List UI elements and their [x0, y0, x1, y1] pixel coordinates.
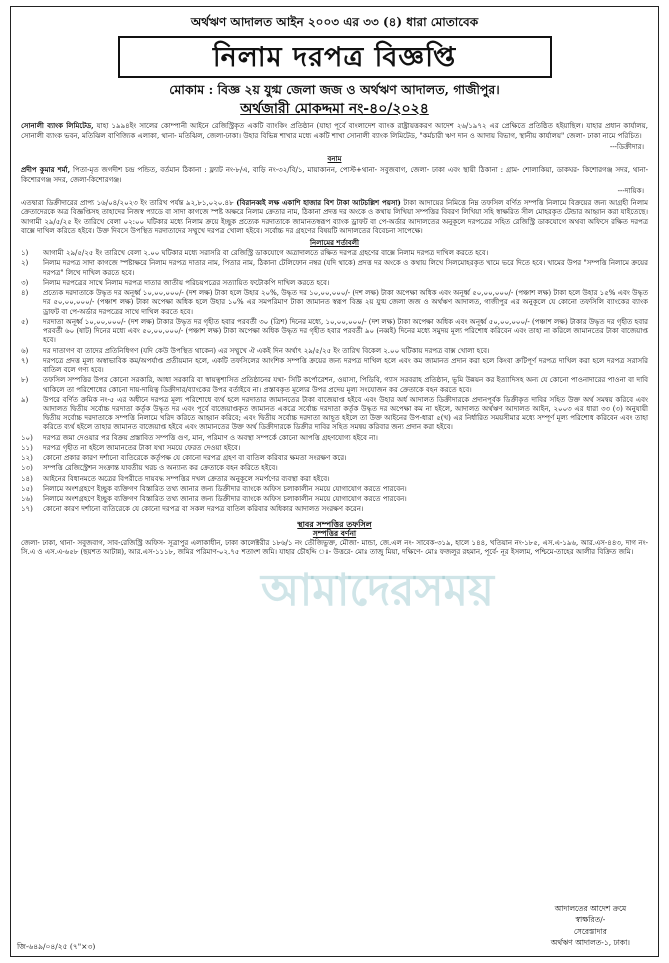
term-number: ১২)	[21, 454, 33, 463]
page-title: নিলাম দরপত্র বিজ্ঞপ্তি	[118, 36, 552, 79]
term-text: দরপত্র জমা দেওয়ার পর বিক্রয় প্রস্তাবিত সম্পত্তি গুণ, মান, পরিমাণ ও অবস্থা সম্পর্কে কোনো আপত্তি গ্রহণযোগ্য হইবে না।	[43, 433, 378, 442]
term-item	[21, 505, 648, 514]
term-item	[21, 318, 648, 346]
term-text: দরদাতা অনূর্ধ্ব ১০,০০,০০০/- (দশ লক্ষ) টাকার উদ্ধৃত দর গৃহীত হবার পরবর্তী ৩০ (ত্রিশ) দিনের মধ্যে, ১০,০০,০০০/- (দশ লক্ষ) টাকা অপেক্ষা অধিক এবং অনূর্ধ্ব ৫০,০০,০০০/- (পঞ্চাশ লক্ষ) টাকার উদ্ধৃত দর গৃহীত হবার পরবর্তী ৬০ (ষাট) দিনের মধ্যে এবং ৫০,০০,০০০/- (পঞ্চাশ লক্ষ) টাকা অপেক্ষা অধিক উদ্ধৃত দর গৃহীত হবার পরবর্তী ৯০ (নব্বই) দিনের মধ্যে সমুদয় মূল্য পরিশোধ করিবেন এবং তাহা না করিলে জামানতের টাকা বাজেয়াপ্ত হবে।	[43, 317, 648, 345]
term-text: কোনো প্রকার কারণ দর্শানো ব্যতিরেকে কর্তৃপক্ষ যে কোনো দরপত্র গ্রহণ বা বাতিল করিবার ক্ষমতা সংরক্ষণ করে।	[43, 454, 347, 463]
order-line-2: স্বাক্ষরিত/-	[575, 915, 606, 925]
term-item	[21, 464, 648, 473]
term-text: তফসিল সম্পত্তির উপর কোনো সরকারি, আধা সরকারি বা স্বায়ত্বশাসিত প্রতিষ্ঠানের যথা- সিটি কর্পোরেশন, ওয়াসা, পিডিবি, গ্যাস সরবরাহ প্রতিষ্ঠান, ভূমি উন্নয়ন কর ইত্যাদিসহ অন্য যে কোনো পাওনাদারের পাওনা বা দাবি থাকিলে তা পরিশোধের কোনো দায়-দায়িত্ব ডিক্রীদার/ব্যাংকের উপর বর্তাইবে না। প্রস্তাবকৃত মূল্যের উপর প্রদেয় মূল্য সংযোজন কর ক্রেতাকে বহন করতে হবে।	[43, 376, 648, 394]
reference-number: জি-৬৪৯/০৪/২৫ (৭"×৩)	[17, 942, 96, 952]
term-text: নিলামে অংশগ্রহণে ইচ্ছুক ব্যক্তিগণ বিস্তারিত তথ্য জানার জন্য ডিক্রীদার ব্যাংকে অফিস চলাকালীন সময়ে যোগাযোগ করতে পারবেন।	[43, 484, 407, 493]
order-line-4: অর্থঋণ আদালত-১, ঢাকা।	[550, 937, 630, 947]
defendant-paragraph	[21, 165, 648, 184]
term-number: ৫)	[21, 317, 29, 326]
term-text: প্রত্যেক দরদাতাকে উদ্ধৃত দর অনূর্ধ্ব ১০,০০,০০০/- (দশ লক্ষ) টাকা হলে উহার ২০%, উদ্ধৃত দর ১০,০০,০০০/- (দশ লক্ষ) টাকা অপেক্ষা অধিক এবং অনূর্ধ্ব ৫০,০০,০০০/- (পঞ্চাশ লক্ষ) টাকা হলে উহার ১৫% এবং উদ্ধৃত দর ৫০,০০,০০০/- (পঞ্চাশ লক্ষ) টাকা অপেক্ষা অধিক হলে উহার ১০% এর সমপরিমাণ টাকা জামানত স্বরূপ বিজ্ঞ ২য় যুগ্ম জেলা জজ ও অর্থঋণ আদালত, গাজীপুর এর অনুকূলে যে কোনো তফসিলি ব্যাংকের ব্যাংক ড্রাফট বা পে-অর্ডার দরপত্রের সাথে দাখিল করতে হবে।	[43, 289, 648, 316]
term-item	[21, 485, 648, 494]
term-item	[21, 434, 648, 443]
terms-heading: নিলামের শর্তাবলী	[310, 238, 359, 247]
newspaper-watermark: আমাদেরসময়	[261, 565, 494, 616]
term-number: ১১)	[21, 443, 33, 452]
notice-amount-words: (বিরানব্বই লক্ষ একাশি হাজার বিশ টাকা আটচল্লিশ পয়সা)	[236, 198, 401, 208]
term-text: উপরে বর্ণিত ক্রমিক নং-৫ এর অধীনে দরপত্র মূল্য পরিশোধে ব্যর্থ হলে দরদাতার জামানতের টাকা বাজেয়াপ্ত হইবে এবং উহার অর্ধ আদালত ডিক্রীদারকে প্রদানপূর্বক ডিক্রীকৃত দাবির সহিত উক্ত অর্থ সমন্বয় করিবে এবং আদালত দ্বিতীয় সর্বোচ্চ দরদাতা কর্তৃক উদ্ধৃত দর এবং পূর্বে বাজেয়াপ্তকৃত জামানত একত্রে সর্বোচ্চ দরদাতা কর্তৃক উদ্ধৃত দর অপেক্ষা কম না হইলে, আদালত অর্থঋণ আদালত আইন, ২০০৩ এর ধারা ৩৩ (৩) অনুযায়ী দ্বিতীয় সর্বোচ্চ দরদাতাকে সম্পত্তি নিলামে খরিদ করিতে আহ্বান করিবে; এবং দ্বিতীয় সর্বোচ্চ দরদাতা আহূত হইলে তা উক্ত আইনের উপ-ধারা ৫(খ) এর নির্ধারিত সময়সীমার মধ্যে সম্পূর্ণ মূল্য পরিশোধ করিবেন এবং তাহা করিতে ব্যর্থ হইলে তাহার জামানত বাজেয়াপ্ত হইবে এবং জামানতের উক্ত অর্থ ডিক্রীদারকে ডিক্রীর দাবির সহিত সমন্বয় করিবার জন্য প্রদান করা হইবে।	[43, 395, 648, 432]
term-number: ১৫)	[21, 484, 33, 493]
defendant-role: ---দায়িক।	[617, 186, 644, 195]
notice-pre: এতদ্বারা ডিক্রীদারের প্রাপ্য ১৬/০৪/২০২৩ ইং তারিখ পর্যন্ত ৯২,৮১,০২০.৪৮	[21, 199, 234, 208]
versus-label: বনাম	[327, 154, 342, 164]
term-text: নিলামে অংশগ্রহণে ইচ্ছুক ব্যক্তিগণ বিস্তারিত তথ্য জানার জন্য ডিক্রীদার ব্যাংকে অফিস চলাকালীন সময়ে যোগাযোগ করতে পারবেন।	[43, 495, 407, 504]
defendant-name: প্রদীপ কুমার শর্মা,	[21, 165, 71, 175]
term-text: কোনো কারণ দর্শানো ব্যতিরেকে যে কোনো দরপত্র বা সকল দরপত্র বাতিল করিবার অধিকার আদালত সংরক্ষণ করেন।	[43, 505, 364, 514]
schedule-subheading: সম্পত্তির বর্ণনা	[312, 529, 357, 539]
term-text: দর দাতাগণ বা তাদের প্রতিনিধিগণ (যদি কেউ উপস্থিত থাকেন) এর সম্মুখে ঐ একই দিন অর্থাৎ ২৯/৫/২৫ ইং তারিখ বিকেল ২.০০ ঘটিকায় দরপত্র বাক্স খোলা হবে।	[43, 346, 490, 355]
term-number: ৪)	[21, 289, 29, 298]
term-number: ৯)	[21, 395, 29, 404]
schedule-text: জেলা- ঢাকা, থানা- সবুজবাগ, সাব-রেজিস্ট্রি অফিস- সূত্রাপুর এলাকাধীন, ঢাকা কালেক্টরীর ১৮৬/১ নং তৌজিভুক্ত, মৌজা- মান্ডা, জে.এল নং- সাবেক-৩১৯, হালে ১৪৪, খতিয়ান নং-১৮৫, এস.এ-১৯৬, আর.এস-৪৪৩, দাগ নং-সি.এ ও এস.এ-৬৫৮ (ছয়শত আটান্ন), আর.এস-১১১৮, জমির পরিমাণ-০২.৭৫ শতাংশ জমি। যাহার চৌহদ্দি ঃ- উত্তরে- মোঃ তাজু মিয়া, দক্ষিণে- মোঃ ফজলুর রহমান, পূর্বে- নূর ইসলাম, পশ্চিমে-তাহের আলীর বিক্রিত জমি।	[21, 539, 648, 557]
term-text: দরপত্র গৃহীত না হইলে জামানতের টাকা যথা সময়ে ফেরত দেওয়া হইবে।	[43, 443, 241, 452]
term-text: নিলাম দরপত্র সাদা কাগজে স্পষ্টাক্ষরে নিলাম দরপত্র দাতার নাম, পিতার নাম, ঠিকানা টেলিফোন নম্বর (যদি থাকে) প্রদত্ত দর অংকে ও কথায় লিখে সিলমোহরকৃত খামে ভরে দিতে হবে। খামের উপর "সম্পত্তি নিলামে ক্রয়ের দরপত্র" লিখে দাখিল করতে হবে।	[43, 259, 648, 277]
notice-paragraph	[21, 198, 648, 236]
term-item	[21, 396, 648, 433]
term-text: নিলাম দরপত্রের সাথে নিলাম দরপত্র দাতার জাতীয় পরিচয়পত্রের সত্যায়িত ফটোকপি দাখিল করতে হবে।	[43, 278, 330, 287]
court-order-signature	[551, 903, 630, 948]
terms-list	[21, 249, 648, 514]
plaintiff-role: ---ডিক্রীদার।	[609, 142, 644, 151]
term-item	[21, 289, 648, 317]
term-number: ৮)	[21, 376, 29, 385]
term-text: আগামী ২৯/৫/২৫ ইং তারিখে বেলা ২.০০ ঘটিকার মধ্যে সরাসরি বা রেজিস্ট্রি ডাকযোগে অত্রাদালতে রক্ষিত দরপত্র গ্রহণের বাক্সে নিলাম দরপত্র দাখিল করতে হবে।	[43, 249, 489, 258]
court-name: মোকাম : বিজ্ঞ ২য় যুগ্ম জেলা জজ ও অর্থঋণ আদালত, গাজীপুর।	[169, 82, 500, 98]
order-line-1: আদালতের আদেশ ক্রমে	[554, 904, 627, 913]
law-line: অর্থঋণ আদালত আইন ২০০৩ এর ৩৩ (৪) ধারা মোতাবেক	[190, 15, 479, 29]
order-line-3: সেরেস্তাদার	[573, 926, 607, 936]
term-item	[21, 357, 648, 375]
term-number: ১৭)	[21, 505, 33, 514]
term-item	[21, 454, 648, 463]
term-number: ৭)	[21, 356, 29, 365]
term-item	[21, 259, 648, 277]
schedule-heading: স্থাবর সম্পত্তির তফসিল	[297, 518, 372, 529]
term-number: ৬)	[21, 346, 29, 355]
term-item	[21, 376, 648, 394]
term-number: ১৪)	[21, 474, 33, 483]
term-item	[21, 444, 648, 453]
plaintiff-paragraph	[21, 121, 648, 140]
notice-post: টাকা আদায়ের নিমিত্তে নিম্ন তফসিল বর্ণিত সম্পত্তি নিলামে বিক্রয়ের জন্য আগ্রহী নিলাম ক্রেতাদেরকে অত্র বিজ্ঞপ্তিসহ তাহাদের নিজস্ব প্যাডে বা সাদা কাগজে স্পষ্ট অক্ষরে নিলাম ক্রেতার নাম, ঠিকানা প্রদত্ত দর অংকে ও কথায় লিখিয়া সম্পত্তির বিবরণ লিখিয়া সহি স্বাক্ষরিত সীল মোহরকৃত টেন্ডার আহ্বান করা যাইতেছে। আগামী ২৯/৫/২৫ ইং তারিখে বেলা ০২:০০ ঘটিকার মধ্যে নিলাম ক্রয়ে ইচ্ছুক প্রত্যেক দরদাতাকে জামানতস্বরূপ ব্যাংক ড্রাফট বা পে-অর্ডার আদালতের অনুকূলে দরপত্রের সহিত রেজিস্ট্রি ডাকযোগে অথবা অফিসে রক্ষিত দরপত্র বাক্সে দাখিল করিতে হইবে। উক্ত দিবসে উপস্থিত দরদাতাদের সম্মুখে দরপত্র খোলা হইবে। সর্বোচ্চ দর গ্রহণের বিষয়টি আদালতের বিবেচনা সাপেক্ষে।	[21, 199, 648, 235]
term-item	[21, 279, 648, 288]
term-number: ১৩)	[21, 464, 33, 473]
defendant-description: পিতা-মৃত জগদীশ চন্দ্র পন্ডিত, বর্তমান ঠিকানা : ফ্ল্যাট নং-৮/এ, বাড়ি নং-৩২/বি/১, মায়াকানন, পোস্ট+থানা- সবুজবাগ, জেলা- ঢাকা এবং স্থায়ী ঠিকানা : গ্রাম- শোলাকিয়া, ডাকঘর- কিশোরগঞ্জ সদর, থানা- কিশোরগঞ্জ সদর, জেলা-কিশোরগঞ্জ।	[21, 166, 648, 184]
term-text: আইনের বিধানমতে অত্রের বিপরীতে দায়বদ্ধ সম্পত্তির দখল ক্রেতার অনুকূলে সমর্পণের ব্যবস্থা করা হইবে।	[43, 474, 330, 483]
plaintiff-name: সোনালী ব্যাংক লিমিটেড,	[21, 121, 94, 131]
term-number: ১৬)	[21, 495, 33, 504]
case-number: অর্থজারী মোকদ্দমা নং-৪০/২০২৪	[240, 100, 429, 117]
term-text: দরপত্রে প্রদত্ত মূল্য অস্বাভাবিক কম/অপর্যাপ্ত প্রতীয়মান হলে, একটি তফসিলের আংশিক সম্পত্তি ক্রয়ের জন্য দরপত্র দাখিল হলে এবং কম জামানত প্রদান করা হলে কিংবা ক্রটিপূর্ণ দরপত্র দাখিল করা হলে দরপত্র সরাসরি বাতিল বলে গণ্য হবে।	[43, 356, 648, 375]
term-number: ২)	[21, 259, 29, 268]
term-text: সম্পত্তি রেজিস্ট্রেশন সংক্রান্ত যাবতীয় খরচ ও অন্যান্য কর ক্রেতাকে বহন করিতে হইবে।	[43, 464, 278, 473]
term-item	[21, 495, 648, 504]
term-item	[21, 347, 648, 356]
term-item	[21, 249, 648, 258]
plaintiff-description: যাহা ১৯৯৪ইং সালের কোম্পানী আইনে রেজিস্ট্রিকৃত একটি ব্যাংকিং প্রতিষ্ঠান (যাহা পূর্বে বাংলাদেশ ব্যাংক রাষ্ট্রায়ত্তকরণ আদেশ ২৬/১৯৭২ এর প্রেক্ষিতে প্রতিষ্ঠিত হইয়াছিল। যাহার প্রধান কার্যালয়, সোনালী ব্যাংক ভবন, মতিঝিল বাণিজ্যিক এলাকা, থানা- মতিঝিল, জেলা-ঢাকা। উহার বিভিন্ন শাখার মধ্যে একটি শাখা সোনালী ব্যাংক লিমিটেড, "কর্মচারী ঋণ দান ও আদায় বিভাগ, স্থানীয় কার্যালয়" জেলা- ঢাকা নামে পরিচিত।	[21, 122, 648, 140]
notice-frame	[10, 6, 659, 957]
term-number: ১০)	[21, 433, 33, 442]
term-item	[21, 475, 648, 484]
term-number: ৩)	[21, 278, 29, 287]
term-number: ১)	[21, 249, 29, 258]
